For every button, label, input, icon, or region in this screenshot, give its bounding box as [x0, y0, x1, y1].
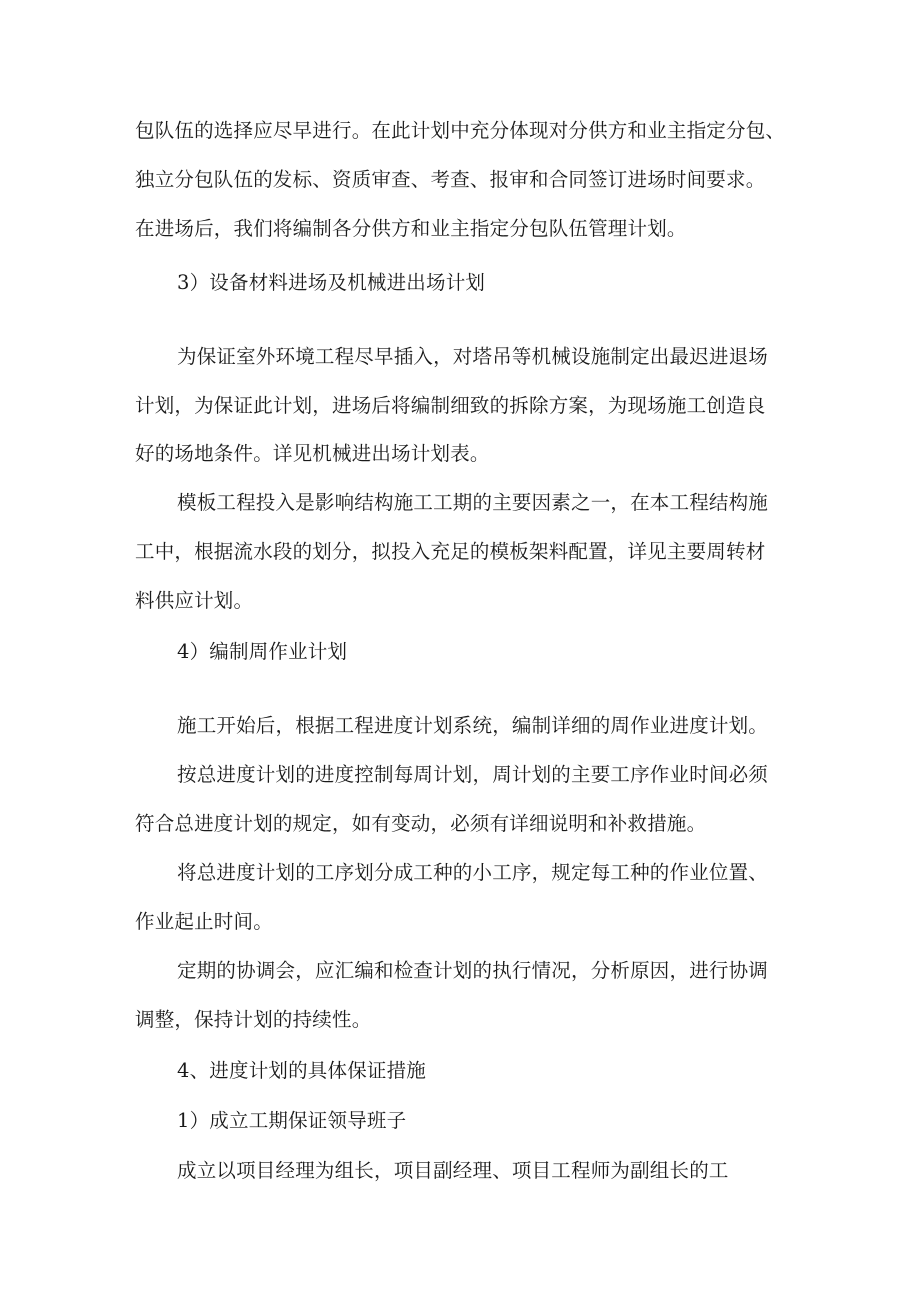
- paragraph-line: 模板工程投入是影响结构施工工期的主要因素之一，在本工程结构施: [177, 491, 769, 514]
- paragraph-line: 将总进度计划的工序划分成工种的小工序，规定每工种的作业位置、: [177, 861, 769, 884]
- paragraph-line: 施工开始后，根据工程进度计划系统，编制详细的周作业进度计划。: [177, 714, 769, 737]
- section-heading-3: 3）设备材料进场及机械进出场计划: [177, 271, 486, 294]
- paragraph-line: 符合总进度计划的规定，如有变动，必须有详细说明和补救措施。: [135, 812, 707, 835]
- paragraph-line: 成立以项目经理为组长，项目副经理、项目工程师为副组长的工: [177, 1159, 729, 1182]
- paragraph-line: 独立分包队伍的发标、资质审查、考查、报审和合同签订进场时间要求。: [135, 168, 766, 191]
- paragraph-line: 料供应计划。: [135, 589, 254, 612]
- paragraph-line: 好的场地条件。详见机械进出场计划表。: [135, 442, 490, 465]
- paragraph-line: 调整，保持计划的持续性。: [135, 1008, 372, 1031]
- paragraph-line: 包队伍的选择应尽早进行。在此计划中充分体现对分供方和业主指定分包、: [135, 119, 786, 142]
- section-heading-main-4: 4、进度计划的具体保证措施: [177, 1059, 427, 1082]
- section-heading-4: 4）编制周作业计划: [177, 640, 348, 663]
- paragraph-line: 作业起止时间。: [135, 910, 273, 933]
- paragraph-line: 计划，为保证此计划，进场后将编制细致的拆除方案，为现场施工创造良: [135, 394, 766, 417]
- paragraph-line: 按总进度计划的进度控制每周计划，周计划的主要工序作业时间必须: [177, 763, 769, 786]
- paragraph-line: 为保证室外环境工程尽早插入，对塔吊等机械设施制定出最迟进退场: [177, 345, 769, 368]
- paragraph-line: 工中，根据流水段的划分，拟投入充足的模板架料配置，详见主要周转材: [135, 540, 766, 563]
- paragraph-line: 定期的协调会，应汇编和检查计划的执行情况，分析原因，进行协调: [177, 959, 769, 982]
- section-heading-1: 1）成立工期保证领导班子: [177, 1109, 407, 1132]
- paragraph-line: 在进场后，我们将编制各分供方和业主指定分包队伍管理计划。: [135, 217, 687, 240]
